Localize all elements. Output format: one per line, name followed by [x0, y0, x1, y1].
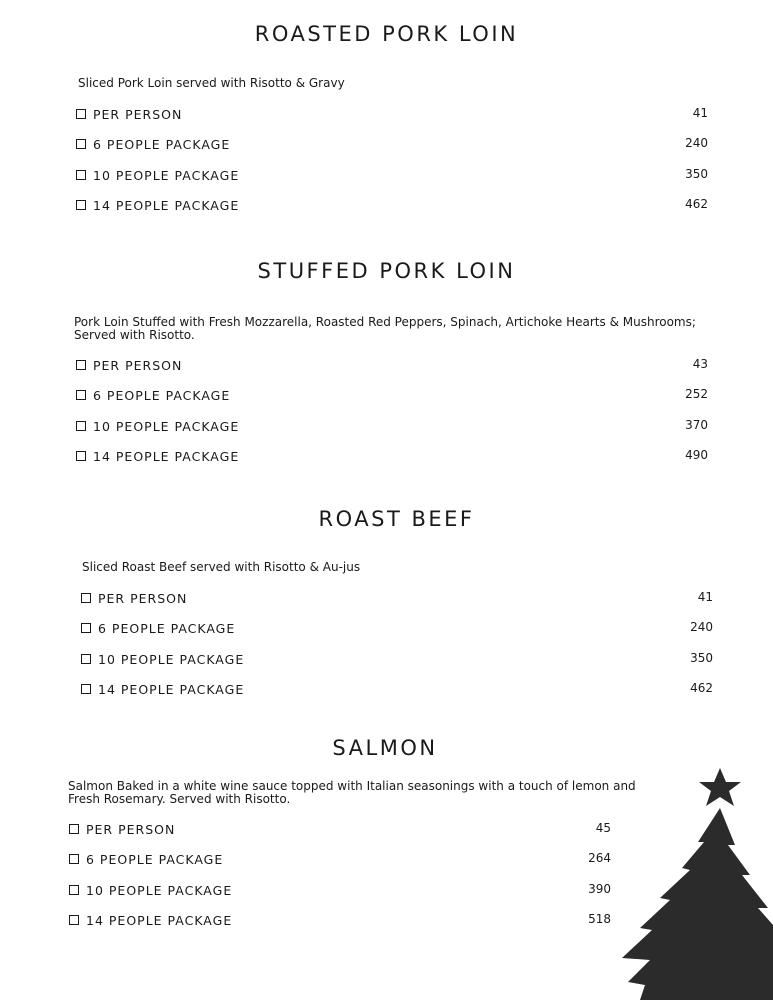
checkbox[interactable]	[69, 854, 79, 864]
section-description: Sliced Roast Beef served with Risotto & Au-jus	[82, 560, 361, 574]
section-title: STUFFED PORK LOIN	[257, 259, 516, 283]
option-row[interactable]	[69, 822, 613, 838]
option-row[interactable]	[76, 358, 710, 374]
option-price: 350	[690, 651, 713, 665]
option-row[interactable]	[69, 913, 613, 929]
option-label: 10 PEOPLE PACKAGE	[86, 883, 233, 898]
option-row[interactable]	[76, 449, 710, 465]
option-label: 6 PEOPLE PACKAGE	[86, 852, 224, 867]
option-label: 6 PEOPLE PACKAGE	[93, 388, 231, 403]
option-label: 10 PEOPLE PACKAGE	[98, 652, 245, 667]
option-row[interactable]	[76, 198, 710, 214]
section-title: ROASTED PORK LOIN	[254, 22, 519, 46]
christmas-tree-icon	[600, 760, 773, 1000]
option-price: 462	[690, 681, 713, 695]
option-price: 350	[685, 167, 708, 181]
section-description: Pork Loin Stuffed with Fresh Mozzarella, Roasted Red Peppers, Spinach, Artichoke Hearts & Mushrooms; Served with Risotto.	[74, 315, 696, 342]
option-price: 518	[588, 912, 611, 926]
option-row[interactable]	[76, 107, 710, 123]
checkbox[interactable]	[76, 421, 86, 431]
option-label: 14 PEOPLE PACKAGE	[93, 198, 240, 213]
checkbox[interactable]	[76, 451, 86, 461]
option-price: 240	[685, 136, 708, 150]
option-row[interactable]	[76, 388, 710, 404]
option-price: 390	[588, 882, 611, 896]
option-row[interactable]	[81, 591, 715, 607]
checkbox[interactable]	[69, 824, 79, 834]
checkbox[interactable]	[81, 654, 91, 664]
option-price: 252	[685, 387, 708, 401]
option-row[interactable]	[76, 137, 710, 153]
option-label: 6 PEOPLE PACKAGE	[93, 137, 231, 152]
checkbox[interactable]	[76, 360, 86, 370]
option-label: 14 PEOPLE PACKAGE	[98, 682, 245, 697]
option-price: 264	[588, 851, 611, 865]
option-row[interactable]	[81, 682, 715, 698]
section-description: Salmon Baked in a white wine sauce topped with Italian seasonings with a touch of lemon and Fresh Rosemary. Served with Risotto.	[68, 779, 636, 806]
checkbox[interactable]	[81, 623, 91, 633]
option-price: 240	[690, 620, 713, 634]
option-label: 6 PEOPLE PACKAGE	[98, 621, 236, 636]
checkbox[interactable]	[81, 684, 91, 694]
option-price: 45	[595, 821, 611, 835]
option-row[interactable]	[76, 168, 710, 184]
tree-body	[622, 808, 773, 1000]
option-price: 462	[685, 197, 708, 211]
section-title: ROAST BEEF	[318, 507, 475, 531]
checkbox[interactable]	[69, 885, 79, 895]
star-icon	[699, 768, 741, 806]
option-label: PER PERSON	[93, 358, 183, 373]
checkbox[interactable]	[76, 139, 86, 149]
option-price: 43	[692, 357, 708, 371]
option-label: 10 PEOPLE PACKAGE	[93, 168, 240, 183]
option-label: PER PERSON	[98, 591, 188, 606]
checkbox[interactable]	[81, 593, 91, 603]
option-label: 14 PEOPLE PACKAGE	[93, 449, 240, 464]
option-price: 41	[692, 106, 708, 120]
option-row[interactable]	[76, 419, 710, 435]
option-price: 370	[685, 418, 708, 432]
checkbox[interactable]	[76, 200, 86, 210]
checkbox[interactable]	[69, 915, 79, 925]
section-title: SALMON	[332, 736, 438, 760]
option-row[interactable]	[81, 621, 715, 637]
option-label: PER PERSON	[93, 107, 183, 122]
option-price: 490	[685, 448, 708, 462]
option-row[interactable]	[69, 852, 613, 868]
option-label: 10 PEOPLE PACKAGE	[93, 419, 240, 434]
section-description: Sliced Pork Loin served with Risotto & Gravy	[78, 76, 345, 90]
option-label: PER PERSON	[86, 822, 176, 837]
checkbox[interactable]	[76, 170, 86, 180]
checkbox[interactable]	[76, 109, 86, 119]
checkbox[interactable]	[76, 390, 86, 400]
option-price: 41	[697, 590, 713, 604]
option-label: 14 PEOPLE PACKAGE	[86, 913, 233, 928]
option-row[interactable]	[81, 652, 715, 668]
option-row[interactable]	[69, 883, 613, 899]
